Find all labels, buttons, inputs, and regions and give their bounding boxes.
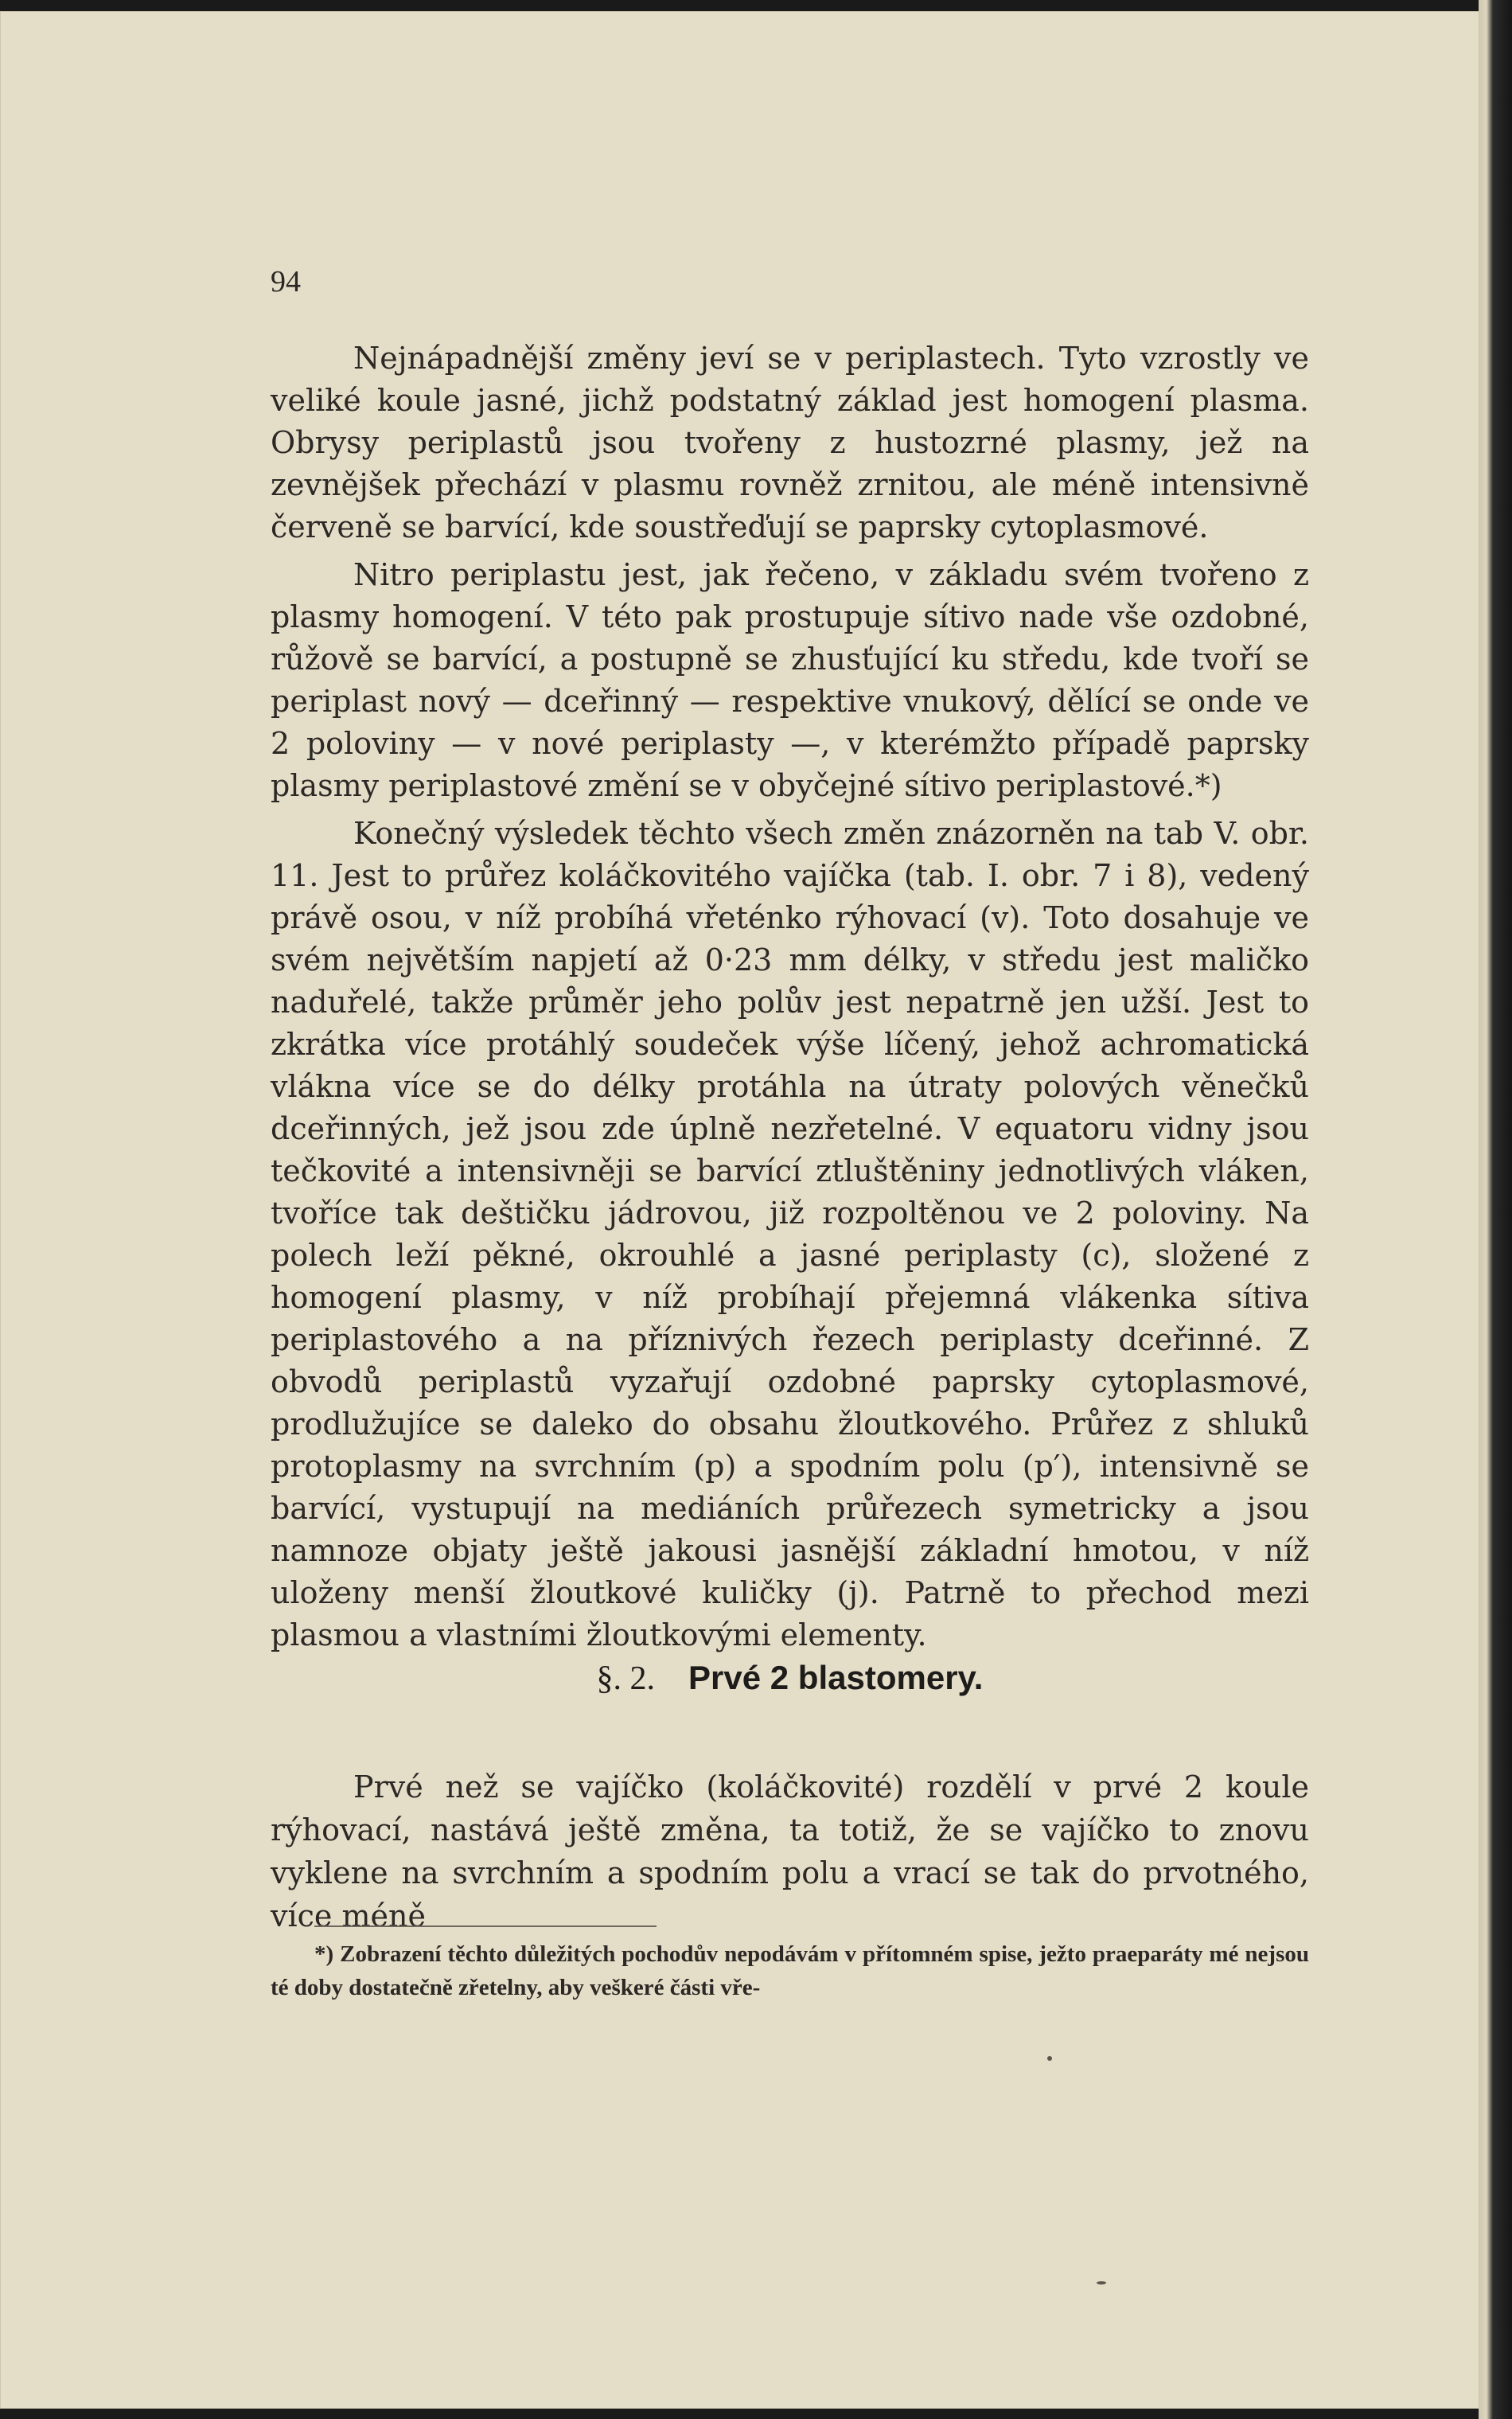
section-title: Prvé 2 blastomery. — [688, 1659, 984, 1696]
footnote — [271, 1937, 1309, 2004]
section-number: §. 2. — [596, 1660, 656, 1697]
footnote-text: *) Zobrazení těchto důležitých pochodův nepodávám v přítomném spise, ježto praeparáty mé nejsou té doby dostatečně zřetelny, aby veškeré části vře- — [271, 1941, 1309, 2000]
main-text — [271, 337, 1309, 1662]
section-heading — [271, 1659, 1309, 1698]
section-paragraph: Prvé než se vajíčko (koláčkovité) rozdělí v prvé 2 koule rýhovací, nastává ještě změna, ta totiž, že se vajíčko to znovu vyklene na svrchním a spodním polu a vrací se tak do prvotného, více méně — [271, 1769, 1309, 1933]
scan-edge — [1479, 0, 1512, 2419]
footnote-rule — [314, 1925, 657, 1927]
paper-speck — [1047, 2056, 1052, 2061]
paragraph-1: Nejnápadnější změny jeví se v periplastech. Tyto vzrostly ve veliké koule jasné, jichž podstatný základ jest homogení plasma. Obrysy periplastů jsou tvořeny z hustozrné plasmy, jež na zevnějšek přechází v plasmu rovněž zrnitou, ale méně intensivně červeně se barvící, kde soustřeďují se paprsky cytoplasmové. — [271, 341, 1309, 544]
section-text — [271, 1765, 1309, 1937]
paragraph-2: Nitro periplastu jest, jak řečeno, v základu svém tvořeno z plasmy homogení. V této pak prostupuje sítivo nade vše ozdobné, růžově se barvící, a postupně se zhusťující ku středu, kde tvoří se periplast nový — dceřinný — respektive vnukový, dělící se onde ve 2 poloviny — v nové periplasty —, v kterémžto případě paprsky plasmy periplastové změní se v obyčejné sítivo periplastové.*) — [271, 557, 1309, 803]
page-number: 94 — [271, 265, 301, 298]
paper-speck — [1097, 2281, 1106, 2284]
book-page — [0, 11, 1482, 2409]
paragraph-3: Konečný výsledek těchto všech změn znázorněn na tab V. obr. 11. Jest to průřez koláčkovitého vajíčka (tab. I. obr. 7 i 8), vedený právě osou, v níž probíhá vřeténko rýhovací (v). Toto dosahuje ve svém největším napjetí až 0·23 mm délky, v středu jest maličko naduřelé, takže průměr jeho polův jest nepatrně jen užší. Jest to zkrátka více protáhlý soudeček výše líčený, jehož achromatická vlákna více se do délky protáhla na útraty polových věnečků dceřinných, jež jsou zde úplně nezřetelné. V equatoru vidny jsou tečkovité a intensivněji se barvící ztluštěniny jednotlivých vláken, tvoříce tak deštičku jádrovou, již rozpoltěnou ve 2 poloviny. Na polech leží pěkné, okrouhlé a jasné periplasty (c), složené z homogení plasmy, v níž probíhají přejemná vlákenka sítiva periplastového a na příznivých řezech periplasty dceřinné. Z obvodů periplastů vyzařují ozdobné paprsky cytoplasmové, prodlužujíce se daleko do obsahu žloutkového. Průřez z shluků protoplasmy na svrchním (p) a spodním polu (p′), intensivně se barvící, vystupují na mediáních průřezech symetricky a jsou namnoze objaty ještě jakousi jasnější základní hmotou, v níž uloženy menší žloutkové kuličky (j). Patrně to přechod mezi plasmou a vlastními žloutkovými elementy. — [271, 816, 1309, 1652]
